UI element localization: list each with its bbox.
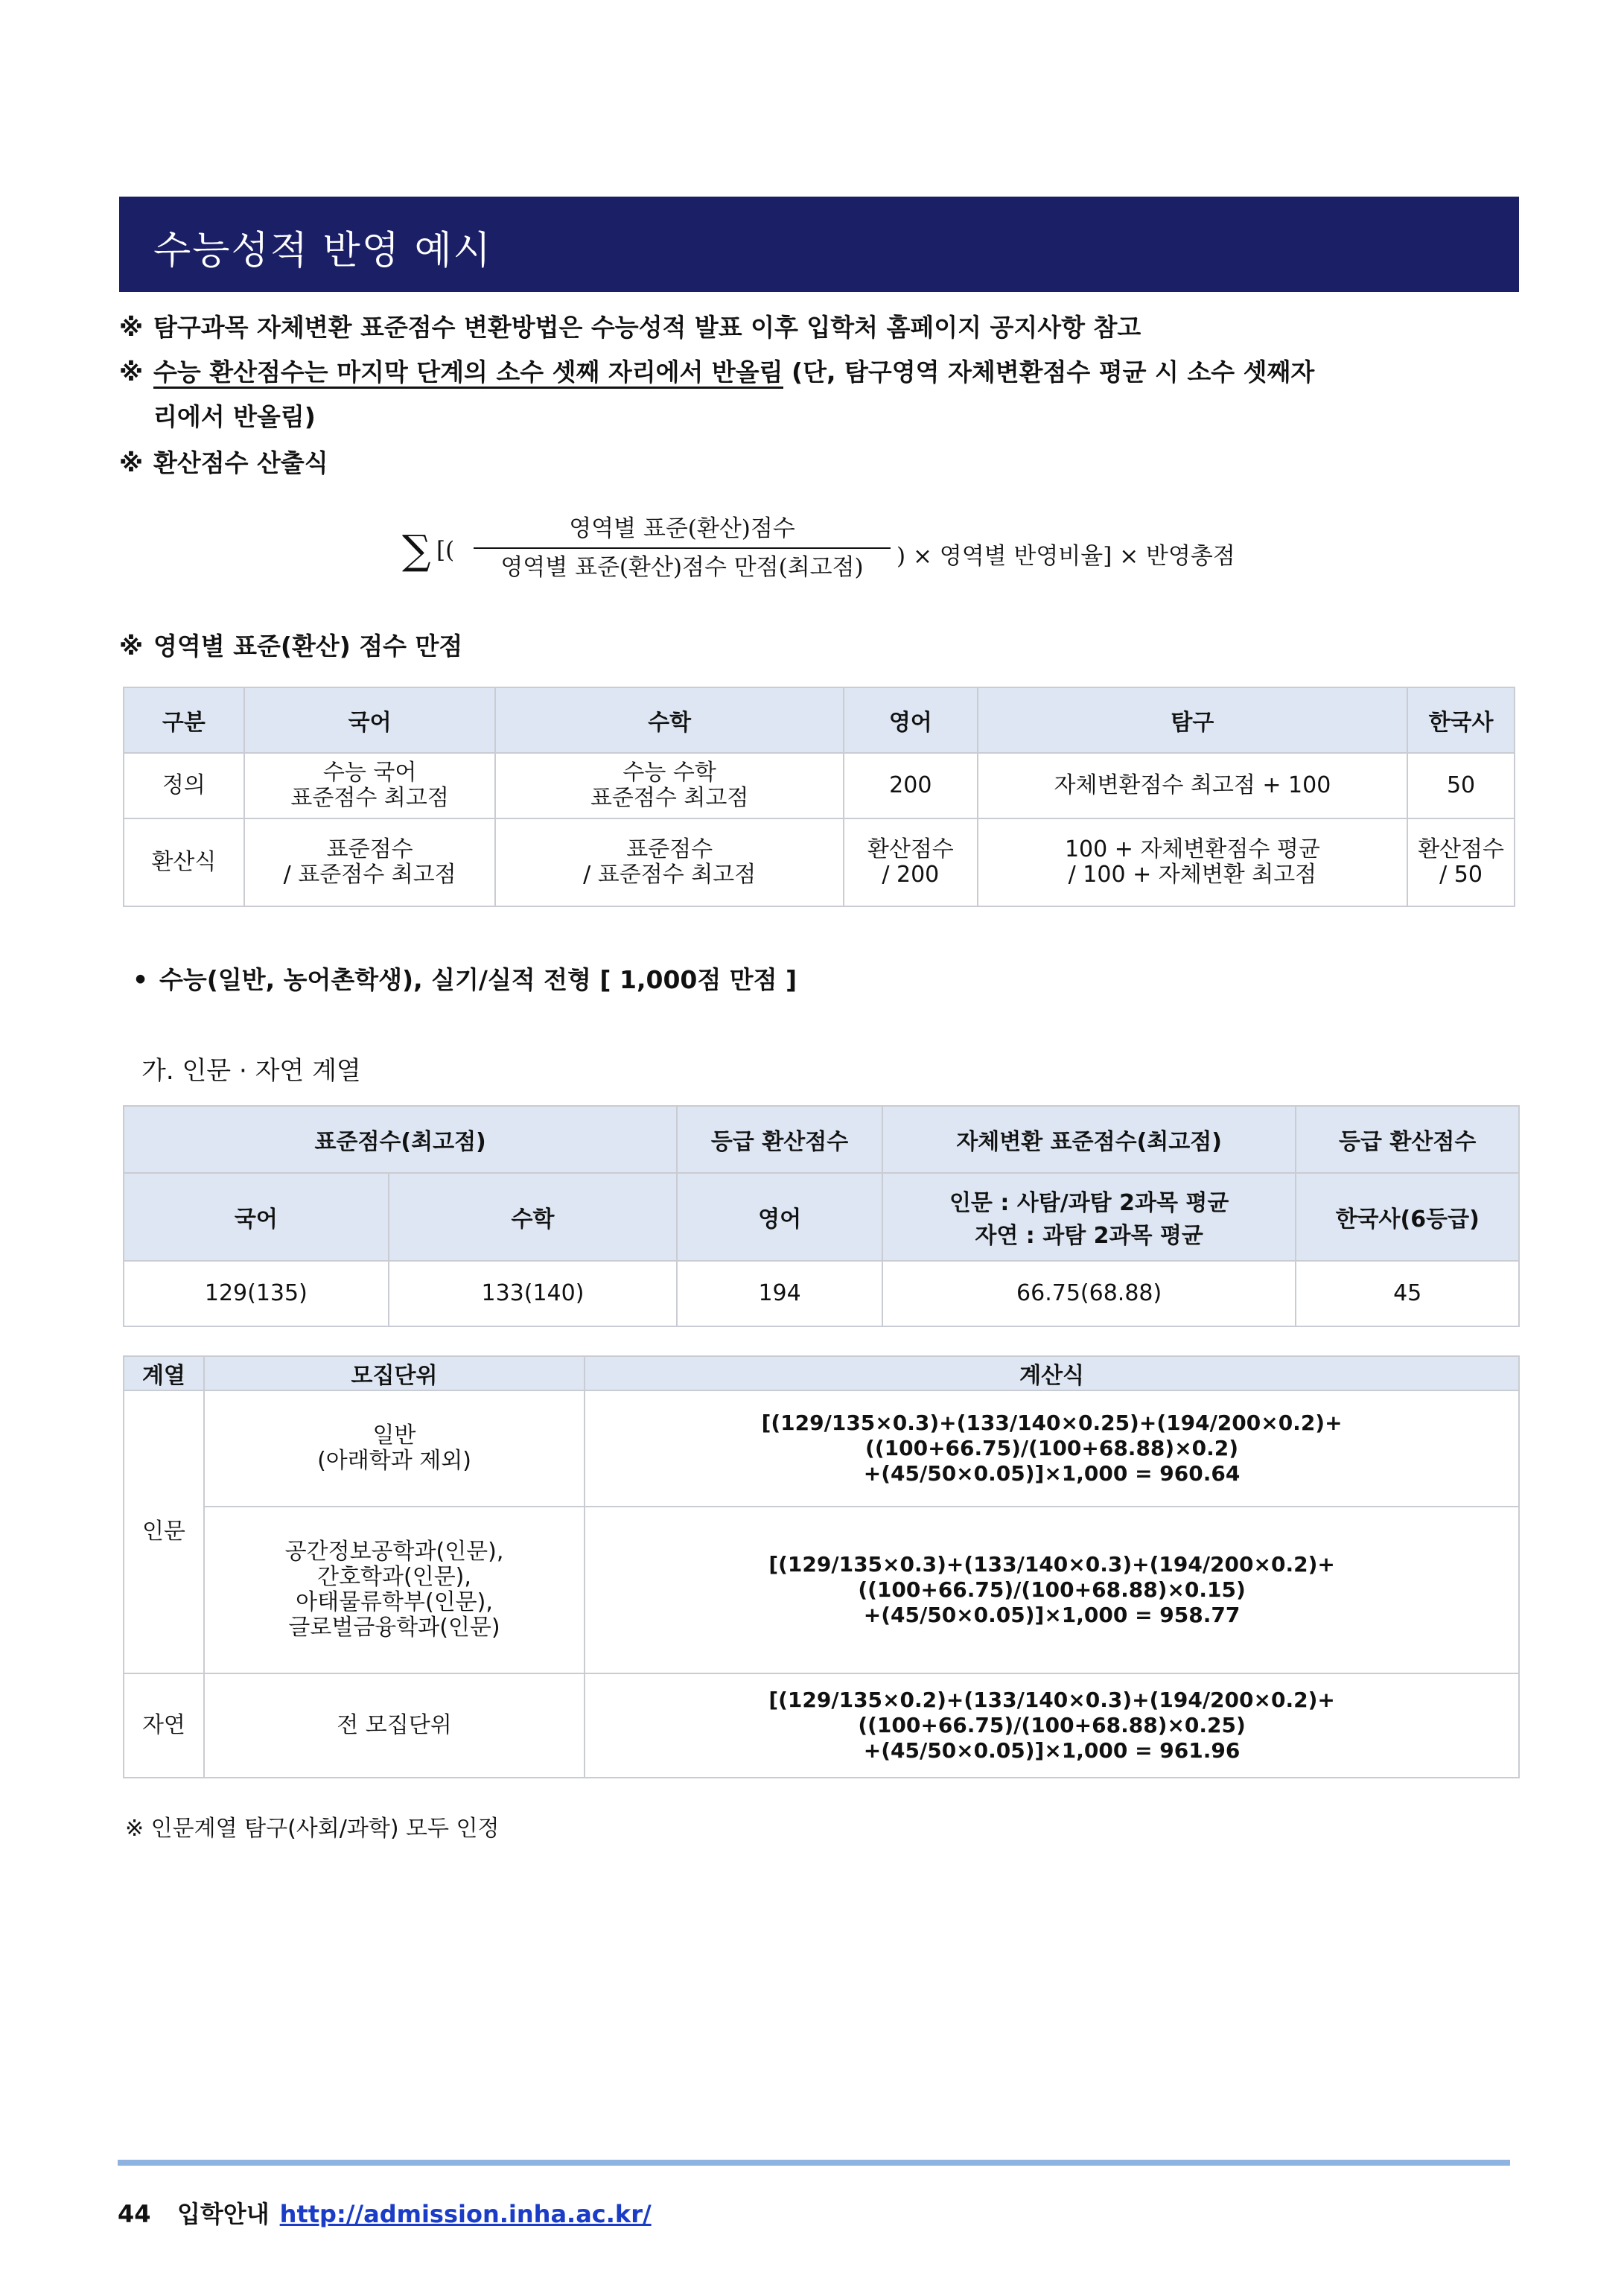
header-korean: 국어 <box>244 687 496 753</box>
header-english: 영어 <box>677 1173 882 1261</box>
row-label: 정의 <box>124 753 244 818</box>
cell-korean <box>244 753 496 818</box>
table-header-row <box>124 687 1515 753</box>
cell-line: 아태물류학부(인문), <box>296 1589 493 1615</box>
cell-english <box>844 818 978 906</box>
table-row <box>124 1507 1519 1673</box>
cell-line: 글로벌금융학과(인문) <box>288 1615 500 1641</box>
header-math: 수학 <box>389 1173 678 1261</box>
note-text: (단, 탐구영역 자체변환점수 평균 시 소수 셋째자 <box>783 357 1315 387</box>
cell-unit: 전 모집단위 <box>204 1673 585 1778</box>
cell-inquiry: 66.75(68.88) <box>882 1261 1296 1326</box>
header-category: 구분 <box>124 687 244 753</box>
cell-line: 100 + 자체변환점수 평균 <box>1064 836 1320 862</box>
table1-heading-text: 영역별 표준(환산) 점수 만점 <box>153 632 463 661</box>
header-korean-history: 한국사(6등급) <box>1296 1173 1519 1261</box>
track-humanities: 인문 <box>124 1390 204 1673</box>
cell-inquiry: 자체변환점수 최고점 + 100 <box>978 753 1407 818</box>
cell-unit <box>204 1390 585 1507</box>
note-inquiry-conversion <box>119 305 1141 350</box>
summation-symbol: ∑ <box>402 527 431 573</box>
cell-math <box>495 753 843 818</box>
table-row <box>124 1673 1519 1778</box>
bullet-dot: • <box>133 965 149 994</box>
section-title: 수능성적 반영 예시 <box>153 229 492 273</box>
cell-line: / 50 <box>1439 862 1483 888</box>
page-number: 44 <box>118 2200 151 2228</box>
track-natural: 자연 <box>124 1673 204 1778</box>
table-group-header-row <box>124 1106 1519 1173</box>
cell-unit <box>204 1507 585 1673</box>
cell-korean-history: 50 <box>1407 753 1515 818</box>
admission-type-bullet <box>133 961 797 996</box>
formula-line: [(129/135×0.3)+(133/140×0.25)+(194/200×0.2)+((100+66.75)/(100+68.88)×0.2) <box>761 1411 1343 1460</box>
cell-math: 133(140) <box>389 1261 678 1326</box>
cell-line: 표준점수 최고점 <box>590 785 749 811</box>
cell-line: 환산점수 <box>867 836 954 862</box>
admission-link[interactable]: http://admission.inha.ac.kr/ <box>279 2200 652 2228</box>
calculation-table <box>123 1355 1520 1778</box>
table-row-definition <box>124 753 1515 818</box>
footnote: ※ 인문계열 탐구(사회/과학) 모두 인정 <box>125 1816 500 1842</box>
table-value-row <box>124 1261 1519 1326</box>
note-rounding <box>119 350 1314 395</box>
cell-line: / 표준점수 최고점 <box>583 862 757 888</box>
header-inquiry: 탐구 <box>978 687 1407 753</box>
cell-english: 200 <box>844 753 978 818</box>
table-header-row <box>124 1356 1519 1390</box>
note-formula-heading <box>119 441 328 486</box>
note-underlined-text: 수능 환산점수는 마지막 단계의 소수 셋째 자리에서 반올림 <box>153 357 783 389</box>
cell-formula <box>585 1390 1519 1507</box>
header-standard-score: 표준점수(최고점) <box>124 1106 677 1173</box>
cell-formula <box>585 1673 1519 1778</box>
formula-open-bracket: [( <box>436 537 455 564</box>
cell-line: / 표준점수 최고점 <box>283 862 456 888</box>
header-grade-score: 등급 환산점수 <box>677 1106 882 1173</box>
cell-korean: 129(135) <box>124 1261 389 1326</box>
table-row <box>124 1390 1519 1507</box>
cell-korean <box>244 818 496 906</box>
formula-line: [(129/135×0.2)+(133/140×0.3)+(194/200×0.2)+((100+66.75)/(100+68.88)×0.25) <box>768 1688 1335 1737</box>
cell-line: 간호학과(인문), <box>317 1564 471 1590</box>
note-text: 탐구과목 자체변환 표준점수 변환방법은 수능성적 발표 이후 입학처 홈페이지 공지사항 참고 <box>153 313 1141 342</box>
formula-line: [(129/135×0.3)+(133/140×0.3)+(194/200×0.2)+((100+66.75)/(100+68.88)×0.15) <box>768 1552 1335 1602</box>
conversion-formula <box>402 510 1266 592</box>
table-row-conversion <box>124 818 1515 906</box>
bullet-text: 수능(일반, 농어촌학생), 실기/실적 전형 [ 1,000점 만점 ] <box>159 965 797 994</box>
reference-mark: ※ <box>119 632 144 661</box>
formula-numerator: 영역별 표준(환산)점수 <box>569 515 795 542</box>
cell-line: 표준점수 <box>626 836 713 862</box>
formula-line: +(45/50×0.05)]×1,000 = 960.64 <box>863 1461 1241 1486</box>
cell-math <box>495 818 843 906</box>
cell-line: 수능 국어 <box>322 760 417 786</box>
header-grade-score: 등급 환산점수 <box>1296 1106 1519 1173</box>
cell-line: 환산점수 <box>1418 836 1504 862</box>
page-footer <box>118 2195 652 2230</box>
cell-line: 표준점수 최고점 <box>290 785 449 811</box>
formula-denominator: 영역별 표준(환산)점수 만점(최고점) <box>500 554 864 581</box>
cell-line: 수능 수학 <box>622 760 716 786</box>
header-english: 영어 <box>844 687 978 753</box>
reference-mark: ※ <box>119 313 144 342</box>
max-score-table <box>123 687 1515 907</box>
footer-label: 입학안내 <box>177 2200 270 2228</box>
cell-line: / 100 + 자체변환 최고점 <box>1068 862 1317 888</box>
example-score-table <box>123 1105 1520 1327</box>
header-recruitment-unit: 모집단위 <box>204 1356 585 1390</box>
cell-line: 자연 : 과탐 2과목 평균 <box>975 1223 1203 1249</box>
table-sub-header-row <box>124 1173 1519 1261</box>
formula-line: +(45/50×0.05)]×1,000 = 958.77 <box>863 1603 1241 1627</box>
formula-fraction <box>474 510 891 586</box>
formula-tail: ) × 영역별 반영비율] × 반영총점 <box>897 543 1235 570</box>
cell-korean-history: 45 <box>1296 1261 1519 1326</box>
header-calculation: 계산식 <box>585 1356 1519 1390</box>
cell-line: 일반 <box>372 1422 416 1448</box>
header-korean: 국어 <box>124 1173 389 1261</box>
header-self-conversion-score: 자체변환 표준점수(최고점) <box>882 1106 1296 1173</box>
cell-line: / 200 <box>882 862 940 888</box>
cell-formula <box>585 1507 1519 1673</box>
cell-line: 공간정보공학과(인문), <box>284 1539 504 1565</box>
header-korean-history: 한국사 <box>1407 687 1515 753</box>
header-inquiry-average <box>882 1173 1296 1261</box>
reference-mark: ※ <box>119 448 144 477</box>
footer-divider <box>118 2160 1510 2166</box>
subsection-title: 가. 인문 · 자연 계열 <box>141 1056 361 1086</box>
header-math: 수학 <box>495 687 843 753</box>
formula-line: +(45/50×0.05)]×1,000 = 961.96 <box>863 1738 1241 1763</box>
row-label: 환산식 <box>124 818 244 906</box>
cell-english: 194 <box>677 1261 882 1326</box>
cell-korean-history <box>1407 818 1515 906</box>
note-rounding-continued: 리에서 반올림) <box>153 402 316 431</box>
cell-line: 표준점수 <box>326 836 413 862</box>
cell-line: 인문 : 사탐/과탐 2과목 평균 <box>949 1190 1229 1216</box>
table1-heading <box>119 624 462 669</box>
header-track: 계열 <box>124 1356 204 1390</box>
cell-inquiry <box>978 818 1407 906</box>
note-text: 환산점수 산출식 <box>153 448 328 477</box>
reference-mark: ※ <box>119 357 144 387</box>
cell-line: (아래학과 제외) <box>317 1448 471 1474</box>
section-banner <box>119 197 1519 292</box>
